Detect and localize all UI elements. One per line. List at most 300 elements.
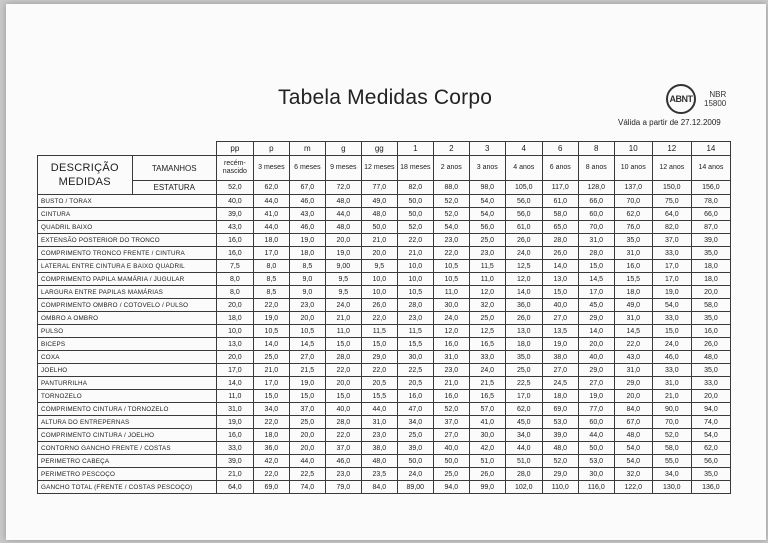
measure-value: 18,0 bbox=[691, 260, 730, 273]
age-cell bbox=[614, 156, 652, 181]
measure-value: 66,0 bbox=[691, 208, 730, 221]
measure-value: 20,0 bbox=[325, 377, 361, 390]
table-row bbox=[38, 442, 731, 455]
measure-value: 11,0 bbox=[325, 325, 361, 338]
age-cell bbox=[433, 156, 469, 181]
measure-value: 41,0 bbox=[253, 208, 289, 221]
measure-value: 15,0 bbox=[361, 338, 397, 351]
measure-value: 14,5 bbox=[289, 338, 325, 351]
height-cell: 150,0 bbox=[652, 181, 691, 195]
measure-value: 30,0 bbox=[397, 351, 433, 364]
table-row bbox=[38, 403, 731, 416]
description-label: DESCRIÇÃO bbox=[50, 162, 119, 174]
measure-value: 17,0 bbox=[253, 377, 289, 390]
measure-value: 26,0 bbox=[361, 299, 397, 312]
measure-value: 31,0 bbox=[614, 247, 652, 260]
measure-value: 82,0 bbox=[652, 221, 691, 234]
measure-name: PULSO bbox=[38, 325, 217, 338]
measure-value: 69,0 bbox=[253, 481, 289, 494]
measure-value: 18,0 bbox=[216, 312, 253, 325]
measure-value: 8,5 bbox=[253, 286, 289, 299]
measure-value: 15,0 bbox=[325, 338, 361, 351]
measure-value: 56,0 bbox=[691, 455, 730, 468]
measure-value: 44,0 bbox=[253, 221, 289, 234]
measure-value: 48,0 bbox=[691, 351, 730, 364]
measure-value: 54,0 bbox=[433, 221, 469, 234]
description-header bbox=[38, 156, 133, 195]
measure-value: 39,0 bbox=[691, 234, 730, 247]
measure-value: 8,5 bbox=[253, 273, 289, 286]
measure-value: 26,0 bbox=[691, 338, 730, 351]
measure-value: 28,0 bbox=[578, 247, 614, 260]
measure-value: 35,0 bbox=[614, 234, 652, 247]
validity-note: Válida a partir de 27.12.2009 bbox=[618, 118, 721, 127]
measure-value: 74,0 bbox=[289, 481, 325, 494]
measure-value: 76,0 bbox=[614, 221, 652, 234]
measure-value: 46,0 bbox=[652, 351, 691, 364]
measure-value: 51,0 bbox=[469, 455, 505, 468]
measure-value: 15,5 bbox=[397, 338, 433, 351]
measure-value: 38,0 bbox=[361, 442, 397, 455]
measure-value: 13,5 bbox=[542, 325, 578, 338]
height-cell: 156,0 bbox=[691, 181, 730, 195]
measure-value: 54,0 bbox=[652, 299, 691, 312]
measure-value: 21,5 bbox=[289, 364, 325, 377]
table-row bbox=[38, 455, 731, 468]
measure-value: 8,5 bbox=[289, 260, 325, 273]
measure-value: 25,0 bbox=[433, 468, 469, 481]
measure-value: 37,0 bbox=[652, 234, 691, 247]
table-row bbox=[38, 260, 731, 273]
measure-value: 15,0 bbox=[578, 260, 614, 273]
measures-label: MEDIDAS bbox=[58, 176, 111, 188]
measure-value: 16,0 bbox=[433, 338, 469, 351]
size-row bbox=[38, 142, 731, 156]
measure-value: 15,0 bbox=[542, 286, 578, 299]
measure-value: 14,0 bbox=[216, 377, 253, 390]
measure-value: 52,0 bbox=[433, 195, 469, 208]
measure-value: 49,0 bbox=[614, 299, 652, 312]
measure-value: 22,5 bbox=[397, 364, 433, 377]
measure-value: 10,5 bbox=[433, 273, 469, 286]
measure-value: 20,5 bbox=[397, 377, 433, 390]
measure-value: 136,0 bbox=[691, 481, 730, 494]
measure-value: 22,0 bbox=[433, 247, 469, 260]
measure-value: 30,0 bbox=[433, 299, 469, 312]
height-cell: 52,0 bbox=[216, 181, 253, 195]
table-row bbox=[38, 351, 731, 364]
measure-name: COMPRIMENTO OMBRO / COTOVELO / PULSO bbox=[38, 299, 217, 312]
measure-value: 39,0 bbox=[397, 442, 433, 455]
logo-text: ABNT bbox=[669, 94, 693, 104]
measure-value: 28,0 bbox=[325, 416, 361, 429]
measure-value: 16,0 bbox=[433, 390, 469, 403]
measure-value: 33,0 bbox=[216, 442, 253, 455]
measure-value: 28,0 bbox=[325, 351, 361, 364]
measure-value: 16,0 bbox=[397, 390, 433, 403]
measure-value: 110,0 bbox=[542, 481, 578, 494]
measure-value: 64,0 bbox=[652, 208, 691, 221]
measure-value: 22,0 bbox=[253, 468, 289, 481]
measure-value: 22,0 bbox=[325, 364, 361, 377]
measure-value: 22,0 bbox=[253, 416, 289, 429]
measure-value: 50,0 bbox=[397, 208, 433, 221]
height-cell: 62,0 bbox=[253, 181, 289, 195]
measure-value: 62,0 bbox=[614, 208, 652, 221]
size-cell: 2 bbox=[433, 142, 469, 156]
measure-value: 14,0 bbox=[542, 260, 578, 273]
measure-value: 23,0 bbox=[361, 429, 397, 442]
measure-name: PANTURRILHA bbox=[38, 377, 217, 390]
measure-value: 42,0 bbox=[469, 442, 505, 455]
measure-value: 34,0 bbox=[652, 468, 691, 481]
measure-value: 31,0 bbox=[578, 234, 614, 247]
measure-value: 22,0 bbox=[325, 429, 361, 442]
size-cell: 12 bbox=[652, 142, 691, 156]
table-row bbox=[38, 364, 731, 377]
measure-value: 28,0 bbox=[505, 468, 542, 481]
measure-value: 9,5 bbox=[325, 286, 361, 299]
size-cell: 14 bbox=[691, 142, 730, 156]
measure-value: 20,0 bbox=[289, 442, 325, 455]
measure-value: 19,0 bbox=[216, 416, 253, 429]
measure-value: 51,0 bbox=[505, 455, 542, 468]
measure-value: 20,0 bbox=[216, 351, 253, 364]
measure-value: 10,5 bbox=[253, 325, 289, 338]
measure-value: 29,0 bbox=[578, 364, 614, 377]
measure-value: 17,0 bbox=[578, 286, 614, 299]
measure-value: 77,0 bbox=[578, 403, 614, 416]
table-row bbox=[38, 299, 731, 312]
measure-value: 50,0 bbox=[397, 195, 433, 208]
height-cell: 128,0 bbox=[578, 181, 614, 195]
measure-value: 21,0 bbox=[361, 234, 397, 247]
measure-value: 52,0 bbox=[542, 455, 578, 468]
measure-value: 12,5 bbox=[469, 325, 505, 338]
measure-value: 38,0 bbox=[542, 351, 578, 364]
measure-value: 31,0 bbox=[216, 403, 253, 416]
size-cell: g bbox=[325, 142, 361, 156]
table-row bbox=[38, 468, 731, 481]
table-row bbox=[38, 221, 731, 234]
measure-value: 22,5 bbox=[505, 377, 542, 390]
measure-value: 10,0 bbox=[397, 273, 433, 286]
measure-value: 50,0 bbox=[397, 455, 433, 468]
measure-value: 46,0 bbox=[289, 195, 325, 208]
measure-value: 33,0 bbox=[691, 377, 730, 390]
measure-name: EXTENSÃO POSTERIOR DO TRONCO bbox=[38, 234, 217, 247]
measure-value: 46,0 bbox=[289, 221, 325, 234]
height-cell: 88,0 bbox=[433, 181, 469, 195]
measure-name: COMPRIMENTO PAPILA MAMÁRIA / JUGULAR bbox=[38, 273, 217, 286]
measure-value: 19,0 bbox=[578, 390, 614, 403]
measure-value: 90,0 bbox=[652, 403, 691, 416]
measure-value: 22,0 bbox=[361, 312, 397, 325]
measure-value: 70,0 bbox=[652, 416, 691, 429]
measure-value: 20,0 bbox=[614, 390, 652, 403]
measure-value: 44,0 bbox=[325, 208, 361, 221]
measure-value: 52,0 bbox=[433, 208, 469, 221]
measure-value: 16,0 bbox=[691, 325, 730, 338]
size-cell: p bbox=[253, 142, 289, 156]
table-row bbox=[38, 234, 731, 247]
age-label: 4 anos bbox=[513, 164, 535, 171]
measure-value: 10,0 bbox=[361, 273, 397, 286]
measure-name: OMBRO A OMBRO bbox=[38, 312, 217, 325]
age-label: 10 anos bbox=[620, 164, 646, 171]
height-cell: 82,0 bbox=[397, 181, 433, 195]
measure-value: 25,0 bbox=[505, 364, 542, 377]
measure-value: 94,0 bbox=[433, 481, 469, 494]
height-cell: 77,0 bbox=[361, 181, 397, 195]
measure-value: 10,0 bbox=[216, 325, 253, 338]
size-cell: pp bbox=[216, 142, 253, 156]
measure-value: 23,0 bbox=[433, 234, 469, 247]
measure-name: LARGURA ENTRE PAPILAS MAMÁRIAS bbox=[38, 286, 217, 299]
measure-value: 40,0 bbox=[542, 299, 578, 312]
size-cell: m bbox=[289, 142, 325, 156]
measure-value: 61,0 bbox=[542, 195, 578, 208]
size-cell: 8 bbox=[578, 142, 614, 156]
measure-value: 54,0 bbox=[469, 195, 505, 208]
measure-value: 28,0 bbox=[542, 234, 578, 247]
measure-value: 65,0 bbox=[542, 221, 578, 234]
measure-value: 87,0 bbox=[691, 221, 730, 234]
age-cell bbox=[469, 156, 505, 181]
measure-value: 14,0 bbox=[578, 325, 614, 338]
measure-value: 8,0 bbox=[216, 273, 253, 286]
measure-value: 20,0 bbox=[578, 338, 614, 351]
measure-value: 66,0 bbox=[578, 195, 614, 208]
size-cell: 10 bbox=[614, 142, 652, 156]
measure-value: 30,0 bbox=[469, 429, 505, 442]
measure-name: COXA bbox=[38, 351, 217, 364]
measure-name: CONTORNO GANCHO FRENTE / COSTAS bbox=[38, 442, 217, 455]
measure-value: 24,0 bbox=[505, 247, 542, 260]
measure-value: 20,0 bbox=[325, 234, 361, 247]
measure-value: 9,5 bbox=[361, 260, 397, 273]
measure-value: 37,0 bbox=[433, 416, 469, 429]
measure-name: ALTURA DO ENTREPERNAS bbox=[38, 416, 217, 429]
measure-value: 31,0 bbox=[652, 377, 691, 390]
measure-value: 58,0 bbox=[542, 208, 578, 221]
measure-value: 15,0 bbox=[253, 390, 289, 403]
measure-value: 36,0 bbox=[505, 299, 542, 312]
measurements-table bbox=[37, 141, 731, 494]
measure-value: 24,0 bbox=[469, 364, 505, 377]
measure-value: 52,0 bbox=[397, 221, 433, 234]
measure-value: 9,00 bbox=[325, 260, 361, 273]
table-row bbox=[38, 247, 731, 260]
measure-name: CINTURA bbox=[38, 208, 217, 221]
measure-value: 19,0 bbox=[542, 338, 578, 351]
measure-name: LATERAL ENTRE CINTURA E BAIXO QUADRIL bbox=[38, 260, 217, 273]
measure-value: 30,0 bbox=[578, 468, 614, 481]
measure-value: 44,0 bbox=[289, 455, 325, 468]
sizes-label: TAMANHOS bbox=[132, 156, 216, 181]
measure-value: 84,0 bbox=[361, 481, 397, 494]
measure-value: 26,0 bbox=[505, 312, 542, 325]
measure-value: 84,0 bbox=[614, 403, 652, 416]
measure-value: 35,0 bbox=[691, 312, 730, 325]
measure-value: 21,0 bbox=[325, 312, 361, 325]
measure-value: 102,0 bbox=[505, 481, 542, 494]
measure-value: 31,0 bbox=[614, 312, 652, 325]
age-cell bbox=[397, 156, 433, 181]
age-label: recém-nascido bbox=[222, 160, 247, 175]
measure-value: 20,0 bbox=[691, 390, 730, 403]
measure-value: 52,0 bbox=[652, 429, 691, 442]
table-row bbox=[38, 416, 731, 429]
measure-value: 23,0 bbox=[469, 247, 505, 260]
age-label: 3 anos bbox=[476, 164, 498, 171]
measure-value: 8,0 bbox=[216, 286, 253, 299]
measure-value: 16,0 bbox=[216, 429, 253, 442]
table-row bbox=[38, 390, 731, 403]
measure-name: PERIMETRO PESCOÇO bbox=[38, 468, 217, 481]
measure-value: 11,0 bbox=[469, 273, 505, 286]
age-cell bbox=[289, 156, 325, 181]
age-cell bbox=[253, 156, 289, 181]
measure-value: 39,0 bbox=[542, 429, 578, 442]
table-row bbox=[38, 429, 731, 442]
measure-value: 14,0 bbox=[253, 338, 289, 351]
measure-value: 33,0 bbox=[652, 312, 691, 325]
table-row bbox=[38, 286, 731, 299]
age-label: 14 anos bbox=[698, 164, 724, 171]
age-label: 18 meses bbox=[400, 164, 431, 171]
table-row bbox=[38, 208, 731, 221]
height-label: ESTATURA bbox=[132, 181, 216, 195]
measure-value: 22,0 bbox=[361, 364, 397, 377]
abnt-logo bbox=[666, 84, 696, 114]
measure-value: 21,0 bbox=[253, 364, 289, 377]
measure-value: 44,0 bbox=[253, 195, 289, 208]
measure-value: 13,0 bbox=[505, 325, 542, 338]
table-row bbox=[38, 325, 731, 338]
measure-value: 130,0 bbox=[652, 481, 691, 494]
measure-value: 11,0 bbox=[216, 390, 253, 403]
measure-value: 26,0 bbox=[505, 234, 542, 247]
measure-value: 16,0 bbox=[216, 234, 253, 247]
measure-value: 79,0 bbox=[325, 481, 361, 494]
measure-value: 56,0 bbox=[505, 208, 542, 221]
measure-value: 50,0 bbox=[361, 221, 397, 234]
measure-value: 21,5 bbox=[469, 377, 505, 390]
measure-value: 15,0 bbox=[652, 325, 691, 338]
table-row bbox=[38, 273, 731, 286]
measure-value: 19,0 bbox=[289, 377, 325, 390]
age-label: 6 anos bbox=[549, 164, 571, 171]
measure-value: 17,0 bbox=[216, 364, 253, 377]
measure-value: 48,0 bbox=[614, 429, 652, 442]
measure-value: 26,0 bbox=[469, 468, 505, 481]
measure-value: 37,0 bbox=[325, 442, 361, 455]
measure-value: 43,0 bbox=[289, 208, 325, 221]
measure-value: 35,0 bbox=[691, 247, 730, 260]
measure-value: 17,0 bbox=[505, 390, 542, 403]
measure-value: 10,5 bbox=[289, 325, 325, 338]
measure-name: COMPRIMENTO CINTURA / JOELHO bbox=[38, 429, 217, 442]
document-page bbox=[6, 4, 766, 540]
measure-value: 10,5 bbox=[397, 286, 433, 299]
measure-value: 27,0 bbox=[433, 429, 469, 442]
measure-value: 54,0 bbox=[469, 208, 505, 221]
measure-value: 23,0 bbox=[289, 299, 325, 312]
measure-value: 20,0 bbox=[361, 247, 397, 260]
measure-value: 54,0 bbox=[614, 455, 652, 468]
measure-value: 16,5 bbox=[469, 338, 505, 351]
measure-value: 64,0 bbox=[216, 481, 253, 494]
measure-value: 13,0 bbox=[542, 273, 578, 286]
measure-value: 31,0 bbox=[361, 416, 397, 429]
measure-value: 24,5 bbox=[542, 377, 578, 390]
measure-value: 21,0 bbox=[216, 468, 253, 481]
measure-value: 24,0 bbox=[325, 299, 361, 312]
measure-value: 48,0 bbox=[361, 208, 397, 221]
size-cell: 1 bbox=[397, 142, 433, 156]
measure-value: 42,0 bbox=[253, 455, 289, 468]
age-label: 2 anos bbox=[440, 164, 462, 171]
age-row bbox=[38, 156, 731, 181]
measure-value: 56,0 bbox=[469, 221, 505, 234]
measure-value: 20,0 bbox=[691, 286, 730, 299]
measure-value: 19,0 bbox=[253, 312, 289, 325]
measure-value: 33,0 bbox=[652, 247, 691, 260]
measure-value: 20,0 bbox=[289, 312, 325, 325]
measure-value: 9,5 bbox=[325, 273, 361, 286]
measure-value: 25,0 bbox=[253, 351, 289, 364]
measure-value: 7,5 bbox=[216, 260, 253, 273]
measure-value: 47,0 bbox=[397, 403, 433, 416]
measure-value: 18,0 bbox=[505, 338, 542, 351]
measure-value: 62,0 bbox=[505, 403, 542, 416]
measure-value: 39,0 bbox=[216, 455, 253, 468]
table-row bbox=[38, 195, 731, 208]
measure-value: 14,0 bbox=[505, 286, 542, 299]
measure-value: 21,0 bbox=[433, 377, 469, 390]
measure-value: 48,0 bbox=[325, 221, 361, 234]
measure-value: 40,0 bbox=[325, 403, 361, 416]
measure-value: 15,0 bbox=[289, 390, 325, 403]
measure-value: 17,0 bbox=[652, 260, 691, 273]
measure-value: 25,0 bbox=[469, 312, 505, 325]
measure-value: 54,0 bbox=[691, 429, 730, 442]
measure-value: 69,0 bbox=[542, 403, 578, 416]
measure-value: 19,0 bbox=[652, 286, 691, 299]
measure-value: 10,0 bbox=[397, 260, 433, 273]
measure-value: 31,0 bbox=[614, 364, 652, 377]
height-cell: 137,0 bbox=[614, 181, 652, 195]
age-cell bbox=[652, 156, 691, 181]
measure-value: 39,0 bbox=[216, 208, 253, 221]
measure-name: QUADRIL BAIXO bbox=[38, 221, 217, 234]
measure-value: 32,0 bbox=[469, 299, 505, 312]
size-cell: gg bbox=[361, 142, 397, 156]
table-row bbox=[38, 377, 731, 390]
measure-value: 18,0 bbox=[691, 273, 730, 286]
measure-value: 89,00 bbox=[397, 481, 433, 494]
measure-value: 44,0 bbox=[578, 429, 614, 442]
measure-value: 55,0 bbox=[652, 455, 691, 468]
measure-value: 46,0 bbox=[325, 455, 361, 468]
measure-value: 62,0 bbox=[691, 442, 730, 455]
measure-value: 18,0 bbox=[253, 234, 289, 247]
age-cell bbox=[691, 156, 730, 181]
measure-value: 13,0 bbox=[216, 338, 253, 351]
age-cell bbox=[505, 156, 542, 181]
measure-value: 16,5 bbox=[469, 390, 505, 403]
